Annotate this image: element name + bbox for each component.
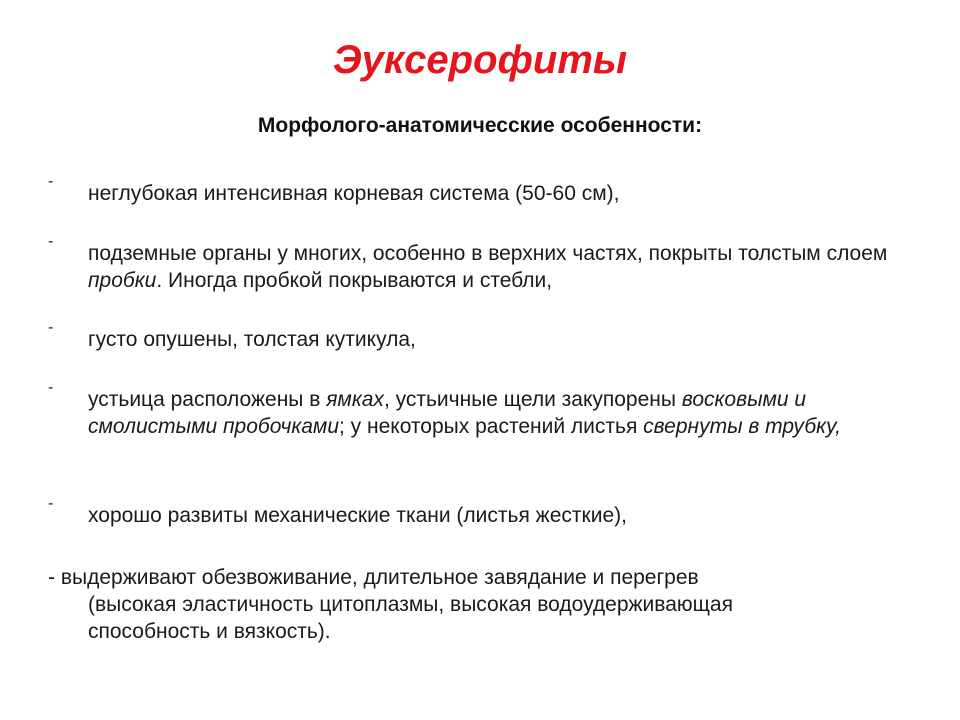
italic-term: ямках	[326, 388, 384, 411]
text-segment: подземные органы у многих, особенно в верхних частях, покрыты толстым слоем	[88, 242, 888, 265]
list-item-text-line: способность и вязкость).	[88, 620, 331, 643]
text-segment: устьица расположены в	[88, 388, 327, 411]
slide-subtitle: Морфолого-анатомичесские особенности:	[257, 114, 703, 137]
list-item-mechanical-tissue	[48, 495, 928, 529]
list-item-text-line: выдерживают обезвоживание, длительное завядание и перегрев	[60, 566, 699, 589]
list-item-text: хорошо развиты механические ткани (листья жесткие),	[88, 504, 627, 527]
italic-term: свернуты в трубку,	[643, 415, 842, 438]
slide-title: Эуксерофиты	[332, 38, 628, 82]
text-segment: , устьичные щели закупорены	[383, 388, 682, 411]
list-item-text-line: (высокая эластичность цитоплазмы, высокая водоудерживающая	[88, 593, 733, 616]
bullet-dash: -	[48, 319, 54, 336]
italic-term: восковыми и смолистыми пробочками	[88, 388, 807, 438]
list-item-underground-organs	[48, 233, 928, 294]
bullet-dash: -	[48, 566, 61, 589]
list-item-text: густо опушены, толстая кутикула,	[88, 328, 416, 351]
bullet-dash: -	[48, 379, 54, 396]
list-item-text: неглубокая интенсивная корневая система (50-60 см),	[88, 182, 620, 205]
bullet-dash: -	[48, 233, 54, 250]
bullet-dash: -	[48, 173, 54, 190]
italic-term: пробки	[88, 269, 157, 292]
text-segment: ; у некоторых растений листья	[339, 415, 644, 438]
text-segment: . Иногда пробкой покрываются и стебли,	[156, 269, 553, 292]
list-item-pubescence	[48, 319, 928, 353]
list-item-text	[88, 240, 928, 294]
list-item-stomata	[48, 379, 928, 440]
list-item-root-system	[48, 173, 928, 207]
list-item-text	[88, 386, 928, 440]
bullet-dash: -	[48, 495, 54, 512]
list-item-dehydration	[48, 564, 928, 645]
